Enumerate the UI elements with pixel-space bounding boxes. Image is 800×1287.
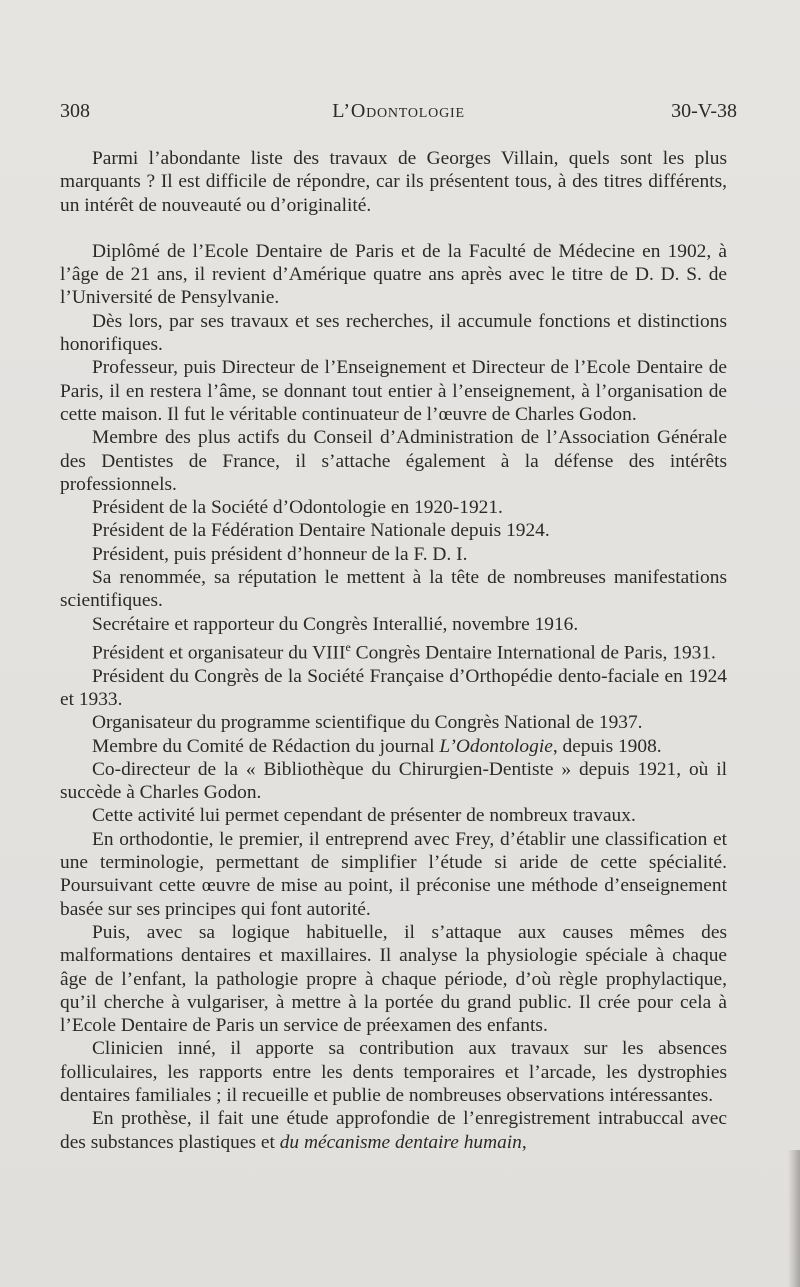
paragraph-orthopedie: Président du Congrès de la Société Française d’Orthopédie dento-faciale en 1924 et 1933.: [60, 665, 727, 710]
paragraph-codirector: Co-directeur de la « Bibliothèque du Chirurgien-Dentiste » depuis 1921, où il succède à Charles Godon.: [60, 758, 727, 804]
issue-date: 30-V-38: [671, 100, 737, 122]
roman-suffix: I: [339, 642, 346, 664]
text-segment: ,: [521, 1131, 527, 1153]
text-segment: Membre du Comité de Rédaction du journal: [92, 735, 440, 757]
paragraph-secretary: Secrétaire et rapporteur du Congrès Interallié, novembre 1916.: [92, 613, 579, 635]
running-header: [60, 100, 737, 130]
paragraph-renown: Sa renommée, sa réputation le mettent à la tête de nombreuses manifestations scientifiques.: [60, 567, 727, 612]
paragraph-distinctions: Dès lors, par ses travaux et ses recherches, il accumule fonctions et distinctions honorifiques.: [60, 310, 727, 356]
paragraph-editorial: [60, 735, 727, 758]
page-edge-shadow: [788, 1150, 800, 1287]
paragraph-orthodontics: En orthodontie, le premier, il entreprend avec Frey, d’établir une classification et une terminologie, permettant de simplifier l’étude si aride de cette spécialité. Poursuivant cette œuvre de mise au point, il préconise une méthode d’enseignement basée sur ses principes qui font autorité.: [60, 828, 727, 920]
text-segment: , depuis 1908.: [552, 735, 662, 757]
paragraph-intro: Parmi l’abondante liste des travaux de Georges Villain, quels sont les plus marquants ? Il est difficile de répondre, car ils présentent tous, à des titres différents, un intérêt de nouveauté ou d’originalité.: [60, 148, 727, 216]
text-segment: Congrès Dentaire International de Paris, 1931.: [350, 642, 716, 664]
journal-title: L’Odontologie: [439, 735, 553, 757]
paragraph-professor: Professeur, puis Directeur de l’Enseignement et Directeur de l’Ecole Dentaire de Paris, il en restera l’âme, se donnant tout entier à l’enseignement, à l’organisation de cette maison. Il fut le véritable continuateur de l’œuvre de Charles Godon.: [60, 357, 727, 425]
running-title: L’Odontologie: [332, 100, 465, 122]
paragraph-activity: Cette activité lui permet cependant de présenter de nombreux travaux.: [92, 805, 636, 827]
mechanism-phrase: du mécanisme dentaire humain: [279, 1131, 522, 1153]
paragraph-president-fdi: Président, puis président d’honneur de la F. D. I.: [92, 543, 468, 565]
paragraph-organizer: Organisateur du programme scientifique du Congrès National de 1937.: [92, 712, 643, 734]
paragraph-clinician: Clinicien inné, il apporte sa contribution aux travaux sur les absences folliculaires, les rapports entre les dents temporaires et l’arcade, les dystrophies dentaires familiales ; il recueille et publie de nombreuses observations intéressantes.: [60, 1038, 727, 1107]
paragraph-viii-congress: [60, 636, 727, 665]
body-text: [60, 147, 727, 1154]
paragraph-president-federation: Président de la Fédération Dentaire Nationale depuis 1924.: [92, 520, 550, 542]
ordinal-superscript: e: [345, 639, 351, 654]
paragraph-prosthesis: [60, 1107, 727, 1154]
paragraph-council: Membre des plus actifs du Conseil d’Administration de l’Association Générale des Dentistes de France, il s’attache également à la défense des intérêts professionnels.: [60, 427, 727, 495]
paragraph-president-odontologie: Président de la Société d’Odontologie en 1920-1921.: [92, 497, 503, 519]
page-number: 308: [60, 100, 90, 122]
paragraph-diploma: Diplômé de l’Ecole Dentaire de Paris et de la Faculté de Médecine en 1902, à l’âge de 21 ans, il revient d’Amérique quatre ans après avec le titre de D. D. S. de l’Université de Pensylvanie.: [60, 240, 727, 309]
text-segment: Président et organisateur du VII: [92, 642, 339, 664]
text-segment: En prothèse, il fait une étude approfondie de l’enregistrement intrabuccal avec des substances plastiques et: [60, 1108, 727, 1153]
paragraph-malformations: Puis, avec sa logique habituelle, il s’attaque aux causes mêmes des malformations dentaires et maxillaires. Il analyse la physiologie spéciale à chaque âge de l’enfant, la pathologie propre à chaque période, d’où règle prophylactique, qu’il cherche à vulgariser, à mettre à la portée du grand public. Il crée pour cela à l’Ecole Dentaire de Paris un service de préexamen des enfants.: [60, 921, 727, 1037]
